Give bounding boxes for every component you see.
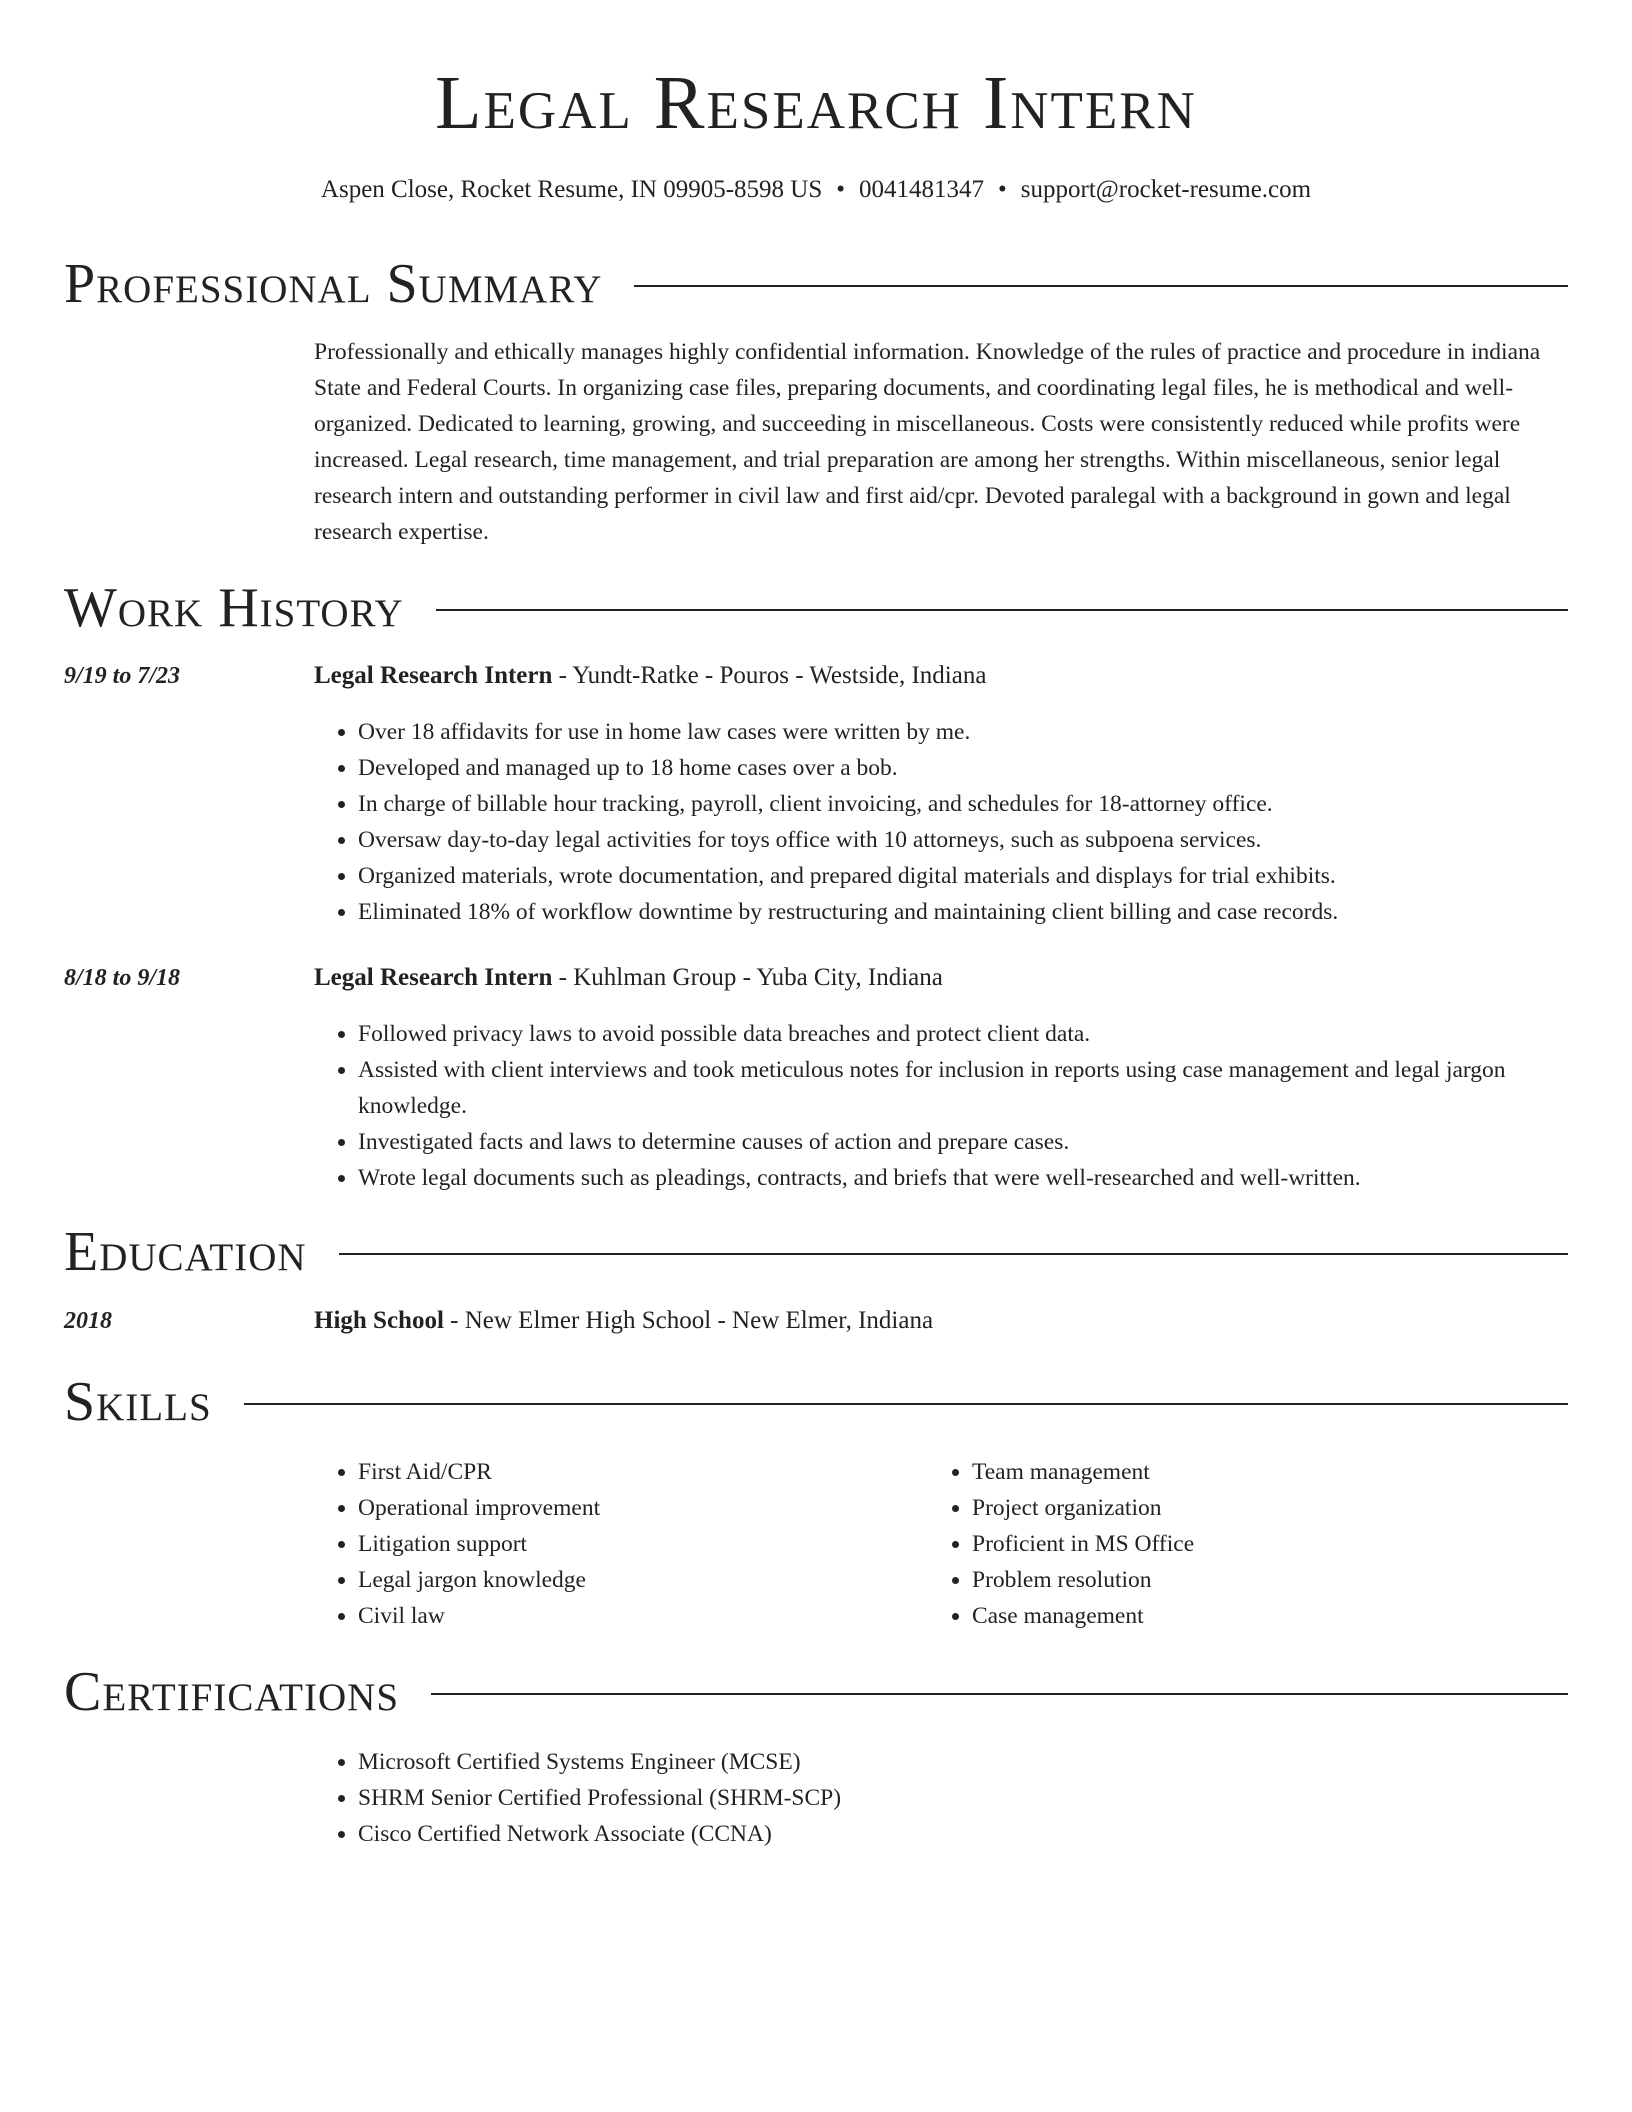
job-heading (314, 962, 1568, 994)
list-item: • Microsoft Certified Systems Engineer (MCSE) (358, 1744, 1568, 1780)
skills-list-left (314, 1454, 918, 1634)
list-item: • Case management (972, 1598, 1532, 1634)
job-bullets (314, 1016, 1568, 1196)
education-degree: High School (314, 1307, 444, 1334)
education-heading-text: Education (64, 1221, 307, 1283)
list-item: • Followed privacy laws to avoid possible data breaches and protect client data. (358, 1016, 1568, 1052)
list-item: • First Aid/CPR (358, 1454, 918, 1490)
list-item: • Cisco Certified Network Associate (CCNA) (358, 1816, 1568, 1852)
education-details: - New Elmer High School - New Elmer, Indiana (443, 1307, 934, 1334)
job-dates: 9/19 to 7/23 (64, 663, 181, 689)
contact-separator: • (836, 176, 846, 203)
education-heading (64, 1220, 1568, 1284)
list-item: • Legal jargon knowledge (358, 1562, 918, 1598)
list-item: • Litigation support (358, 1526, 918, 1562)
list-item: • SHRM Senior Certified Professional (SHRM-SCP) (358, 1780, 1568, 1816)
list-item: • Organized materials, wrote documentation, and prepared digital materials and displays for trial exhibits. (358, 858, 1568, 894)
contact-email[interactable]: support@rocket-resume.com (1020, 176, 1312, 203)
summary-heading-text: Professional Summary (64, 253, 603, 315)
certifications-list (314, 1744, 1568, 1852)
resume-title: Legal Research Intern (435, 61, 1197, 145)
contact-separator: • (998, 176, 1007, 203)
list-item: • Investigated facts and laws to determine causes of action and prepare cases. (358, 1124, 1568, 1160)
work-heading-text: Work History (64, 577, 404, 639)
job-details: - Yundt-Ratke - Pouros - Westside, Indiana (552, 662, 987, 689)
section-divider (244, 1403, 1568, 1405)
section-divider (436, 609, 1568, 611)
skills-heading (64, 1370, 1568, 1434)
list-item: • Project organization (972, 1490, 1532, 1526)
list-item: • Civil law (358, 1598, 918, 1634)
job-heading (314, 660, 1568, 692)
contact-line (0, 174, 1632, 206)
list-item: • Eliminated 18% of workflow downtime by restructuring and maintaining client billing and case records. (358, 894, 1568, 930)
education-year: 2018 (64, 1308, 112, 1334)
list-item: • Developed and managed up to 18 home cases over a bob. (358, 750, 1568, 786)
certifications-heading (64, 1660, 1568, 1724)
list-item: • Over 18 affidavits for use in home law cases were written by me. (358, 714, 1568, 750)
skills-heading-text: Skills (64, 1371, 212, 1433)
job-details: - Kuhlman Group - Yuba City, Indiana (552, 964, 943, 991)
section-divider (431, 1693, 1568, 1695)
list-item: • Oversaw day-to-day legal activities for toys office with 10 attorneys, such as subpoena services. (358, 822, 1568, 858)
job-dates: 8/18 to 9/18 (64, 965, 181, 991)
list-item: • In charge of billable hour tracking, payroll, client invoicing, and schedules for 18-attorney office. (358, 786, 1568, 822)
work-heading (64, 576, 1568, 640)
list-item: • Operational improvement (358, 1490, 918, 1526)
section-divider (339, 1253, 1568, 1255)
list-item: • Problem resolution (972, 1562, 1532, 1598)
job-bullets (314, 714, 1568, 930)
job-title: Legal Research Intern (314, 662, 553, 689)
list-item: • Proficient in MS Office (972, 1526, 1532, 1562)
list-item: • Assisted with client interviews and took meticulous notes for inclusion in reports using case management and legal jargon knowledge. (358, 1052, 1568, 1124)
contact-address: Aspen Close, Rocket Resume, IN 09905-8598 US (320, 176, 823, 203)
section-divider (634, 285, 1568, 287)
summary-heading (64, 252, 1568, 316)
job-title: Legal Research Intern (314, 964, 553, 991)
certifications-heading-text: Certifications (64, 1661, 400, 1723)
education-entry (314, 1305, 1568, 1337)
summary-text: Professionally and ethically manages highly confidential information. Knowledge of the rules of practice and procedure in indiana State and Federal Courts. In organizing case files, preparing documents, and coordinating legal files, he is methodical and well-organized. Dedicated to learning, growing, and succeeding in miscellaneous. Costs were consistently reduced while profits were increased. Legal research, time management, and trial preparation are among her strengths. Within miscellaneous, senior legal research intern and outstanding performer in civil law and first aid/cpr. Devoted paralegal with a background in gown and legal research expertise. (314, 339, 1541, 545)
contact-phone: 0041481347 (859, 176, 985, 203)
list-item: • Team management (972, 1454, 1532, 1490)
skills-list-right (928, 1454, 1532, 1634)
list-item: • Wrote legal documents such as pleadings, contracts, and briefs that were well-researched and well-written. (358, 1160, 1568, 1196)
